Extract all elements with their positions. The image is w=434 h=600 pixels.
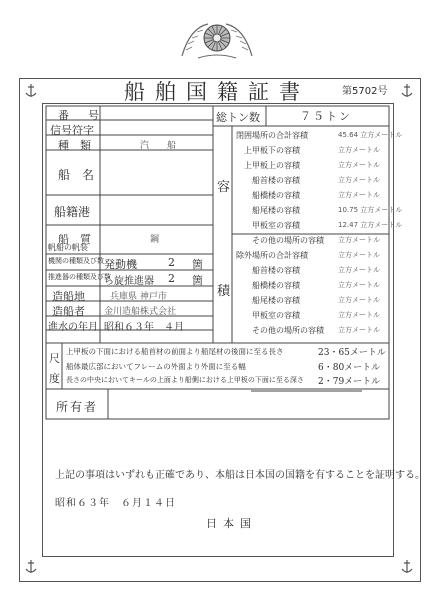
label-zosensha: 造船者	[52, 305, 85, 318]
capacity-row-value: 立方メートル	[338, 251, 380, 259]
label-shingo: 信号符字	[50, 124, 94, 137]
value-suishinki-num: 2	[168, 272, 175, 285]
capacity-row-label: 甲板室の容積	[252, 221, 300, 230]
capacity-row	[236, 220, 403, 235]
capacity-row-value: 立方メートル	[338, 161, 380, 169]
capacity-row	[236, 280, 388, 295]
label-shinsui: 進水の年月	[48, 322, 98, 333]
closing-statement: 上記の事項はいずれも正確であり、本船は日本国の国籍を有することを証明する。	[55, 470, 425, 481]
dimension-row-value: 2・79メートル	[318, 377, 381, 387]
capacity-row-value: 45.64 立方メートル	[338, 131, 403, 139]
capacity-row	[236, 310, 388, 325]
value-suishinki-unit: 箇	[192, 274, 203, 287]
capacity-row-value: 立方メートル	[338, 191, 380, 199]
capacity-row-label: 船橋楼の容積	[252, 191, 300, 200]
label-hansen: 帆船の帆装	[48, 243, 88, 252]
capacity-row-label: 船首楼の容積	[252, 176, 300, 185]
dimensions-label-2: 度	[49, 372, 60, 385]
dimension-row-value: 23・65メートル	[318, 348, 386, 358]
label-tonnage: 総トン数	[216, 111, 260, 124]
label-bango: 番 号	[58, 109, 103, 122]
value-zosensha: 金川造船株式会社	[104, 307, 177, 317]
capacity-row-label: 船首楼の容積	[252, 266, 300, 275]
certificate-number: 第5702号	[342, 86, 388, 97]
label-shurui: 種 類	[58, 139, 91, 152]
capacity-row-label: 船橋楼の容積	[252, 281, 300, 290]
capacity-row	[236, 160, 388, 175]
capacity-label-1: 容	[217, 180, 231, 195]
capacity-row-value: 立方メートル	[338, 266, 380, 274]
dimension-row-value: 6・80メートル	[318, 363, 381, 373]
issue-date: 昭和６３年 ６月１４日	[55, 498, 176, 509]
value-shurui: 汽 船	[140, 141, 177, 151]
capacity-row-value: 立方メートル	[338, 296, 380, 304]
capacity-row-label: 上甲板下の容積	[244, 146, 300, 155]
capacity-row	[236, 175, 388, 190]
value-shinsui: 昭和６３年 ４月	[104, 322, 184, 333]
capacity-row-label: 閉囲場所の合計容積	[236, 131, 308, 140]
label-kikan: 機関の種類及び数	[48, 257, 104, 265]
capacity-label-2: 積	[217, 284, 231, 299]
capacity-list	[236, 130, 403, 340]
label-zosenchi: 造船地	[52, 290, 85, 303]
capacity-row-value: 立方メートル	[338, 236, 380, 244]
label-senmei: 船 名	[58, 168, 95, 182]
value-zosenchi: 兵庫県 神戸市	[110, 292, 167, 302]
value-tonnage: ７５トン	[300, 110, 352, 123]
capacity-row	[236, 205, 403, 220]
dimension-row-label: 船体最広部においてフレームの外面より外面に至る幅	[66, 362, 246, 371]
capacity-row-label: 船尾楼の容積	[252, 206, 300, 215]
certificate-title: 船舶国籍証書	[124, 80, 310, 104]
value-kikan-type: 発動機	[104, 258, 137, 271]
capacity-row-value: 立方メートル	[338, 281, 380, 289]
capacity-row	[236, 190, 388, 205]
capacity-row-label: 船尾楼の容積	[252, 296, 300, 305]
capacity-row-value: 立方メートル	[338, 311, 380, 319]
capacity-row-value: 10.75 立方メートル	[338, 206, 403, 214]
value-kikan-unit: 箇	[192, 258, 203, 271]
value-suishinki-type: ら旋推進器	[104, 276, 154, 287]
dimension-row-label: 上甲板の下面における船首材の前面より船尾材の後面に至る長さ	[66, 347, 284, 356]
dimensions-label-1: 尺	[49, 352, 60, 365]
capacity-row-label: その他の場所の容積	[252, 326, 324, 335]
owner-label: 所有者	[56, 400, 99, 414]
capacity-row	[236, 250, 388, 265]
capacity-row-label: 甲板室の容積	[252, 311, 300, 320]
capacity-row-value: 立方メートル	[338, 326, 380, 334]
capacity-row-label: 上甲板上の容積	[244, 161, 300, 170]
capacity-row-value: 立方メートル	[338, 176, 380, 184]
label-sensekiko: 船籍港	[54, 205, 91, 219]
capacity-row	[236, 130, 403, 145]
capacity-row-value: 12.47 立方メートル	[338, 221, 403, 229]
capacity-row-label: 除外場所の合計容積	[236, 251, 308, 260]
issuer-country: 日本国	[206, 517, 257, 530]
capacity-row	[236, 325, 388, 340]
dimension-row-label: 長さの中央においてキールの上面より船側における上甲板の下面に至る深さ	[66, 376, 304, 384]
capacity-row	[236, 295, 388, 310]
capacity-row-label: その他の場所の容積	[252, 236, 324, 245]
capacity-row	[236, 235, 388, 250]
capacity-row	[236, 265, 388, 280]
label-senshitsu: 船 質	[58, 233, 91, 246]
capacity-row-value: 立方メートル	[338, 146, 380, 154]
capacity-row	[236, 145, 388, 160]
label-suishinki: 推進器の種類及び数	[48, 273, 111, 281]
value-senshitsu: 鋼	[150, 235, 160, 245]
value-kikan-num: 2	[168, 256, 175, 269]
